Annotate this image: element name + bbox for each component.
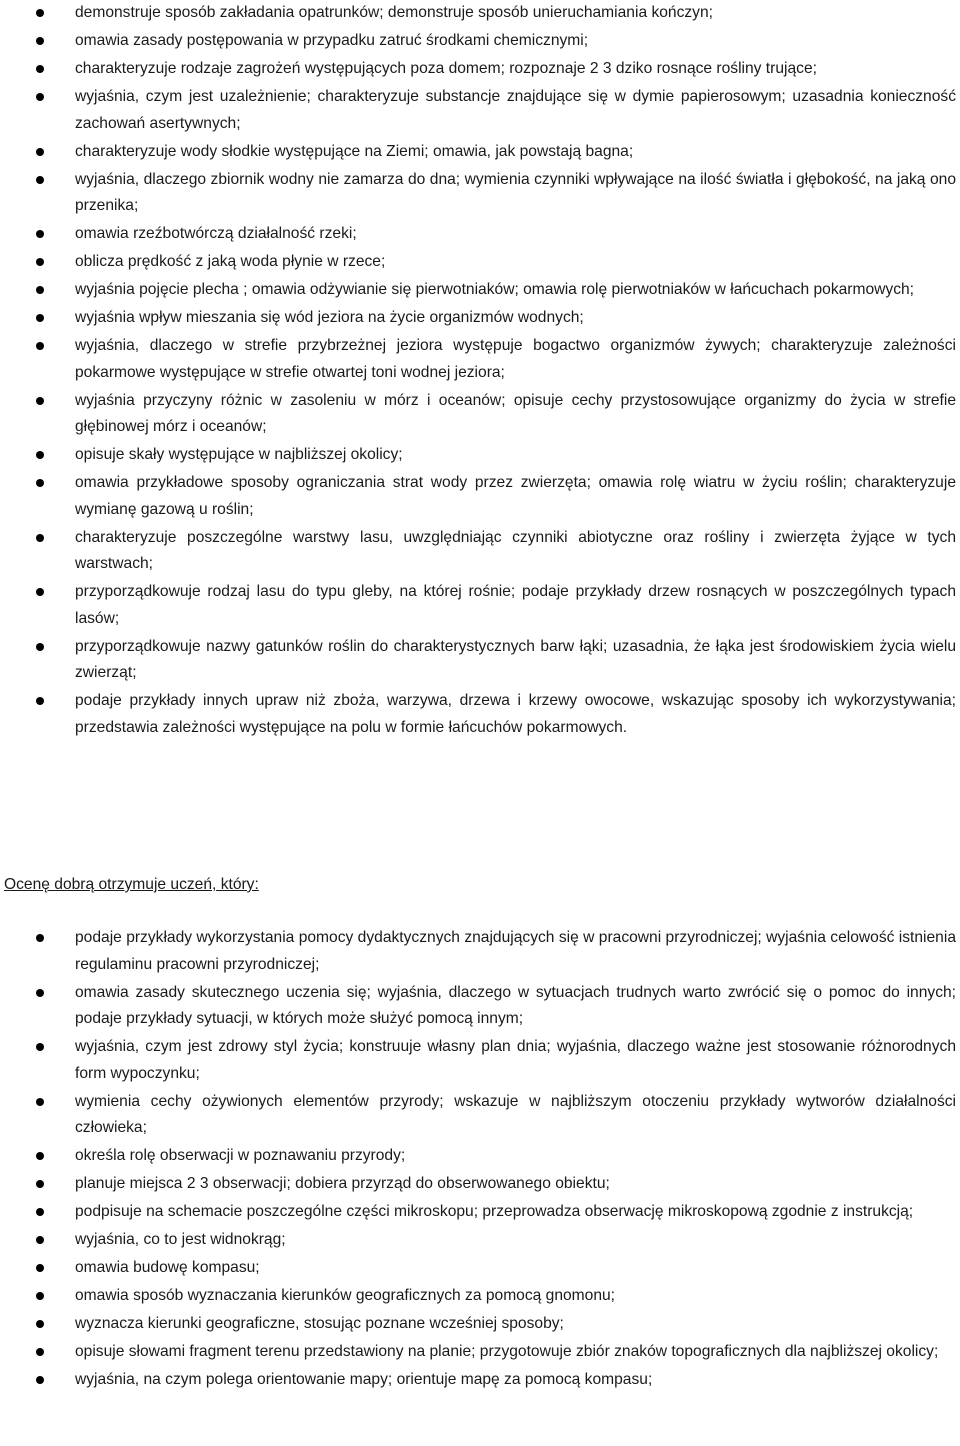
list-item: omawia budowę kompasu;: [0, 1255, 958, 1282]
list-item: wyjaśnia, dlaczego w strefie przybrzeżnej jeziora występuje bogactwo organizmów żywych; charakteryzuje zależności pokarmowe występujące w strefie otwartej toni wodnej jeziora;: [0, 333, 958, 386]
list-item: omawia zasady postępowania w przypadku zatruć środkami chemicznymi;: [0, 28, 958, 55]
list-item: wyjaśnia, czym jest zdrowy styl życia; konstruuje własny plan dnia; wyjaśnia, dlaczego ważne jest stosowanie różnorodnych form wypoczynku;: [0, 1034, 958, 1087]
list-item: omawia zasady skutecznego uczenia się; wyjaśnia, dlaczego w sytuacjach trudnych warto zwrócić się o pomoc do innych; podaje przykłady sytuacji, w których może służyć pomocą innym;: [0, 980, 958, 1033]
list-item: wymienia cechy ożywionych elementów przyrody; wskazuje w najbliższym otoczeniu przykłady wytworów działalności człowieka;: [0, 1089, 958, 1142]
list-item: podaje przykłady wykorzystania pomocy dydaktycznych znajdujących się w pracowni przyrodniczej; wyjaśnia celowość istnienia regulaminu pracowni przyrodniczej;: [0, 925, 958, 978]
list-item: wyjaśnia, na czym polega orientowanie mapy; orientuje mapę za pomocą kompasu;: [0, 1367, 958, 1394]
criteria-list-good-grade: [0, 925, 958, 1395]
list-item: planuje miejsca 2 3 obserwacji; dobiera przyrząd do obserwowanego obiektu;: [0, 1171, 958, 1198]
list-item: wyznacza kierunki geograficzne, stosując poznane wcześniej sposoby;: [0, 1311, 958, 1338]
list-item: wyjaśnia, co to jest widnokrąg;: [0, 1227, 958, 1254]
list-item: podpisuje na schemacie poszczególne części mikroskopu; przeprowadza obserwację mikroskopową zgodnie z instrukcją;: [0, 1199, 958, 1226]
list-item: omawia przykładowe sposoby ograniczania strat wody przez zwierzęta; omawia rolę wiatru w życiu roślin; charakteryzuje wymianę gazową u roślin;: [0, 470, 958, 523]
section-heading-good-grade: Ocenę dobrą otrzymuje uczeń, który:: [4, 876, 259, 893]
list-item: wyjaśnia, dlaczego zbiornik wodny nie zamarza do dna; wymienia czynniki wpływające na ilość światła i głębokość, na jaką ono przenika;: [0, 167, 958, 220]
list-item: określa rolę obserwacji w poznawaniu przyrody;: [0, 1143, 958, 1170]
list-item: przyporządkowuje nazwy gatunków roślin do charakterystycznych barw łąki; uzasadnia, że łąka jest środowiskiem życia wielu zwierząt;: [0, 634, 958, 687]
list-item: omawia sposób wyznaczania kierunków geograficznych za pomocą gnomonu;: [0, 1283, 958, 1310]
list-item: wyjaśnia, czym jest uzależnienie; charakteryzuje substancje znajdujące się w dymie papierosowym; uzasadnia konieczność zachowań asertywnych;: [0, 84, 958, 137]
list-item: charakteryzuje wody słodkie występujące na Ziemi; omawia, jak powstają bagna;: [0, 139, 958, 166]
list-item: wyjaśnia przyczyny różnic w zasoleniu w mórz i oceanów; opisuje cechy przystosowujące organizmy do życia w strefie głębinowej mórz i oceanów;: [0, 388, 958, 441]
list-item: charakteryzuje poszczególne warstwy lasu, uwzględniając czynniki abiotyczne oraz rośliny i zwierzęta żyjące w tych warstwach;: [0, 525, 958, 578]
list-item: oblicza prędkość z jaką woda płynie w rzece;: [0, 249, 958, 276]
list-item: demonstruje sposób zakładania opatrunków; demonstruje sposób unieruchamiania kończyn;: [0, 0, 958, 27]
list-item: opisuje skały występujące w najbliższej okolicy;: [0, 442, 958, 469]
list-item: opisuje słowami fragment terenu przedstawiony na planie; przygotowuje zbiór znaków topograficznych dla najbliższej okolicy;: [0, 1339, 958, 1366]
list-item: omawia rzeźbotwórczą działalność rzeki;: [0, 221, 958, 248]
list-item: charakteryzuje rodzaje zagrożeń występujących poza domem; rozpoznaje 2 3 dziko rosnące rośliny trujące;: [0, 56, 958, 83]
list-item: przyporządkowuje rodzaj lasu do typu gleby, na której rośnie; podaje przykłady drzew rosnących w poszczególnych typach lasów;: [0, 579, 958, 632]
list-item: wyjaśnia wpływ mieszania się wód jeziora na życie organizmów wodnych;: [0, 305, 958, 332]
list-item: podaje przykłady innych upraw niż zboża, warzywa, drzewa i krzewy owocowe, wskazując sposoby ich wykorzystywania; przedstawia zależności występujące na polu w formie łańcuchów pokarmowych.: [0, 688, 958, 741]
list-item: wyjaśnia pojęcie plecha ; omawia odżywianie się pierwotniaków; omawia rolę pierwotniaków w łańcuchach pokarmowych;: [0, 277, 958, 304]
